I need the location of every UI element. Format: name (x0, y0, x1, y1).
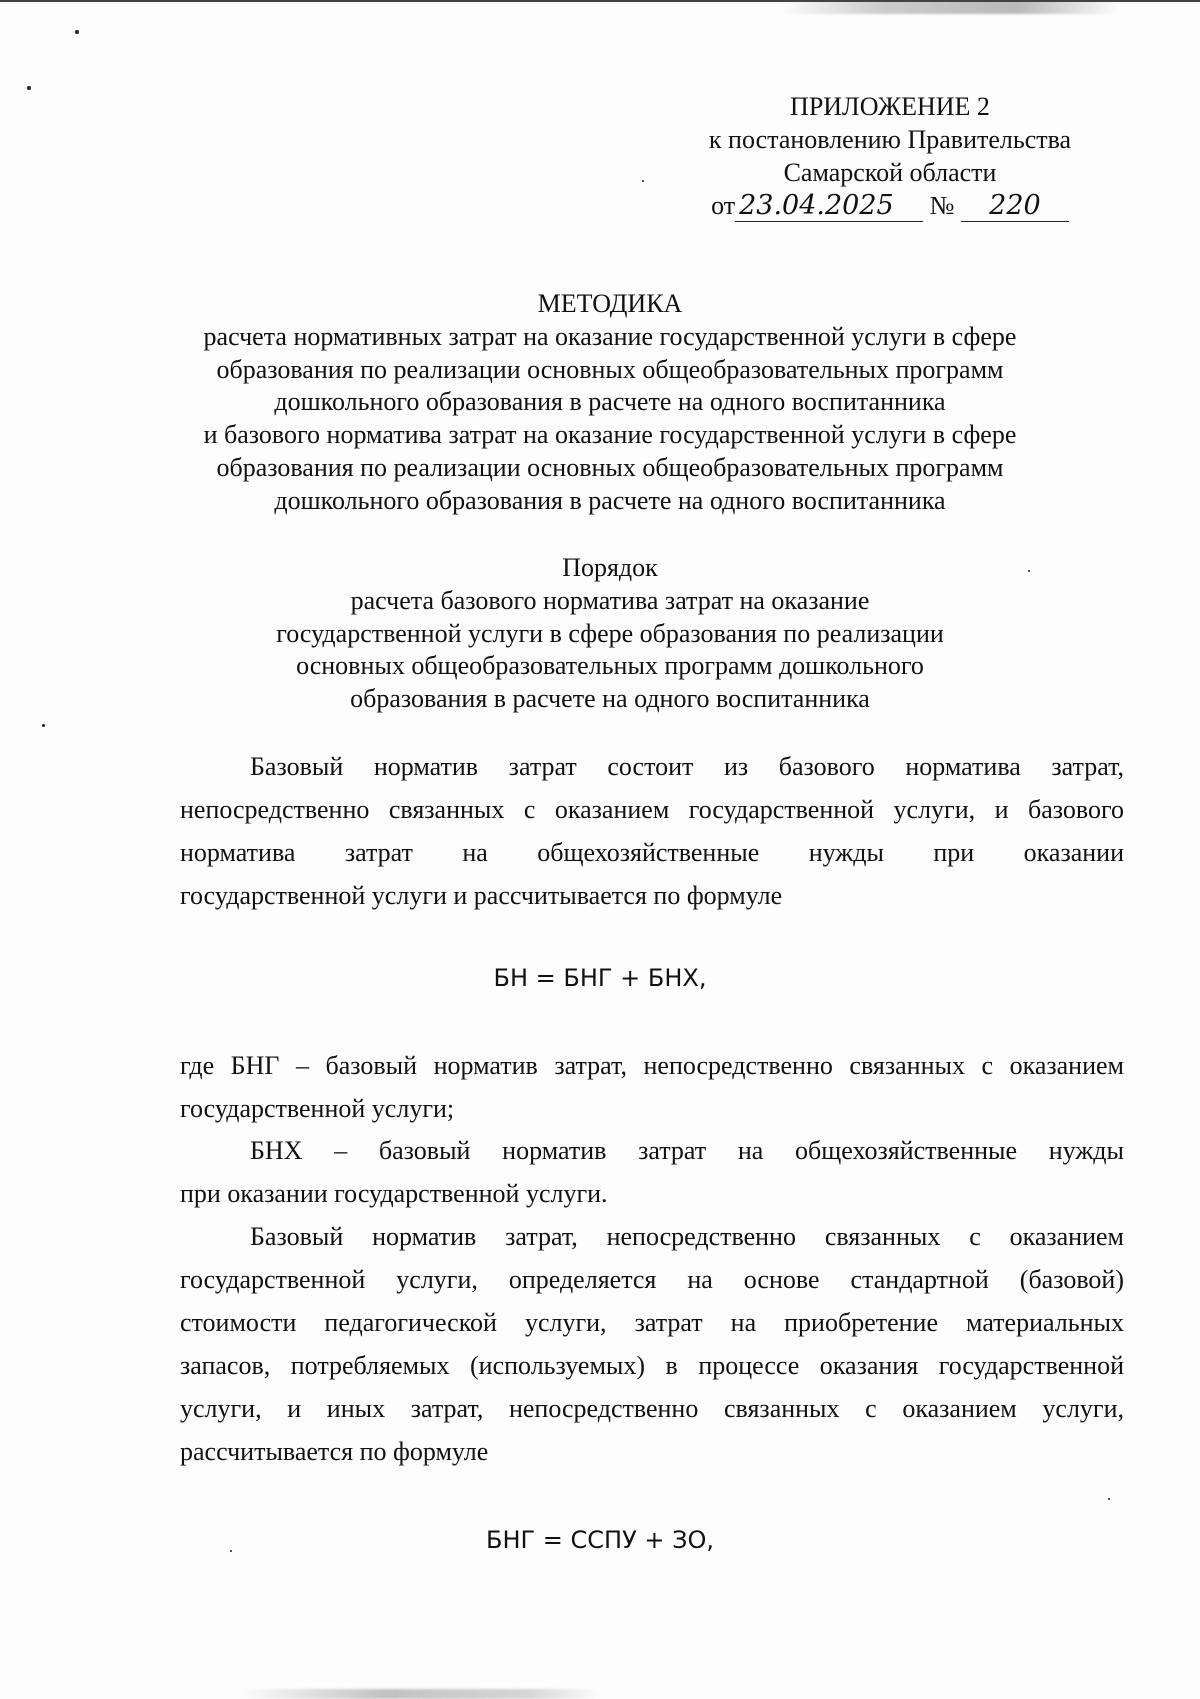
scan-speck (75, 30, 79, 34)
paragraph-line: рассчитывается по формуле (180, 1437, 489, 1466)
title-line: расчета нормативных затрат на оказание государственной услуги в сфере (203, 321, 1017, 351)
title-line: образования по реализации основных общеобразовательных программ (216, 452, 1004, 482)
paragraph-base-standard (180, 745, 1124, 917)
title-line: дошкольного образования в расчете на одного воспитанника (274, 485, 946, 515)
definition-line: БНХ – базовый норматив затрат на общехозяйственные нужды (250, 1136, 1124, 1165)
scan-shadow-bottom (240, 1689, 600, 1699)
methodology-title (160, 288, 1060, 518)
paragraph-line: Базовый норматив затрат состоит из базового норматива затрат, (250, 752, 1124, 781)
paragraph-line: услуги, и иных затрат, непосредственно связанных с оказанием услуги, (180, 1394, 1124, 1423)
paragraph-line: запасов, потребляемых (используемых) в процессе оказания государственной (180, 1351, 1124, 1380)
appendix-header (680, 90, 1100, 222)
order-line: образования в расчете на одного воспитанника (350, 684, 870, 714)
appendix-number: ПРИЛОЖЕНИЕ 2 (790, 92, 990, 121)
definition-bnh (180, 1129, 1124, 1215)
scan-speck (1108, 1498, 1110, 1500)
formula-bn: БН = БНГ + БНХ, (493, 964, 707, 992)
formula-bng: БНГ = ССПУ + ЗО, (486, 1526, 714, 1554)
order-heading: Порядок (562, 553, 658, 582)
definition-line: при оказании государственной услуги. (180, 1179, 608, 1208)
number-prefix: № (929, 191, 955, 220)
paragraph-line: норматива затрат на общехозяйственные нужды при оказании (180, 838, 1124, 867)
title-line: дошкольного образования в расчете на одного воспитанника (274, 387, 946, 417)
paragraph-line: непосредственно связанных с оказанием государственной услуги, и базового (180, 795, 1124, 824)
paragraph-direct-costs (180, 1215, 1124, 1473)
title-heading: МЕТОДИКА (537, 289, 683, 318)
scan-shadow-top (780, 0, 1120, 14)
title-line: и базового норматива затрат на оказание государственной услуги в сфере (203, 420, 1017, 450)
scan-speck (642, 180, 644, 182)
paragraph-line: государственной услуги, определяется на основе стандартной (базовой) (180, 1265, 1124, 1294)
appendix-resolution-label: к постановлению Правительства (708, 125, 1072, 154)
order-line: государственной услуги в сфере образования по реализации (276, 618, 944, 648)
scan-speck (27, 86, 31, 90)
appendix-date-number-row (680, 189, 1100, 222)
handwritten-date: 23.04.2025 (735, 191, 923, 222)
paragraph-line: государственной услуги и рассчитывается по формуле (180, 881, 783, 910)
order-line: расчета базового норматива затрат на оказание (350, 585, 870, 615)
paragraph-line: стоимости педагогической услуги, затрат на приобретение материальных (180, 1308, 1124, 1337)
order-title (160, 552, 1060, 716)
scan-speck (42, 724, 45, 727)
definition-line: государственной услуги; (180, 1094, 455, 1123)
handwritten-number: 220 (961, 191, 1069, 222)
definition-bng (180, 1044, 1124, 1130)
title-line: образования по реализации основных общеобразовательных программ (216, 354, 1004, 384)
date-prefix: от (711, 191, 736, 220)
order-line: основных общеобразовательных программ дошкольного (296, 651, 924, 681)
paragraph-line: Базовый норматив затрат, непосредственно связанных с оказанием (250, 1222, 1124, 1251)
appendix-region: Самарской области (783, 158, 997, 187)
definition-line: где БНГ – базовый норматив затрат, непосредственно связанных с оказанием (180, 1051, 1124, 1080)
